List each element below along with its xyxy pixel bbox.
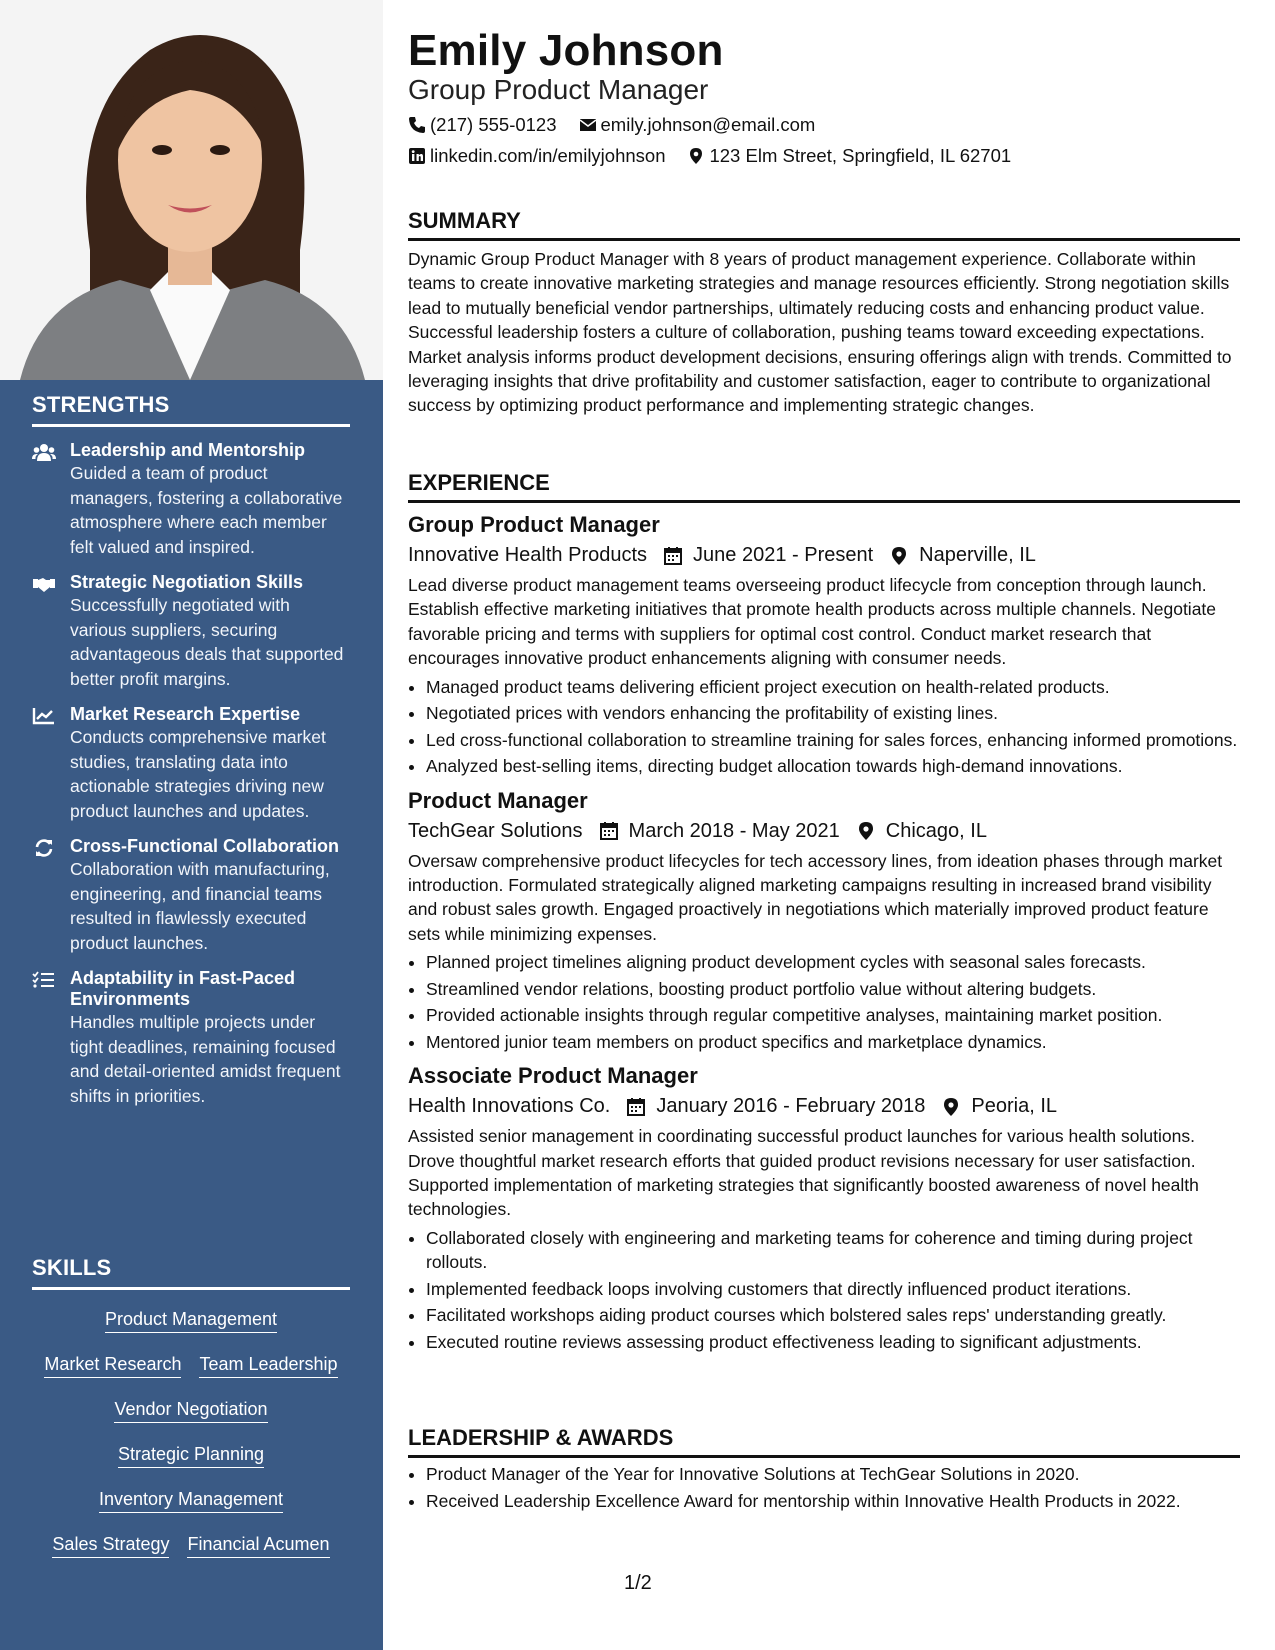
calendar-icon: [599, 821, 619, 841]
strength-title: Strategic Negotiation Skills: [70, 572, 304, 592]
job-bullets: [408, 675, 1240, 779]
job-company: Health Innovations Co.: [408, 1095, 611, 1118]
job-bullets: [408, 1226, 1240, 1355]
email-text[interactable]: emily.johnson@email.com: [600, 114, 816, 135]
job-bullets: [408, 950, 1240, 1054]
award-item: • Received Leadership Excellence Award for mentorship within Innovative Health Products in 2022.: [426, 1489, 1240, 1514]
address-text: 123 Elm Street, Springfield, IL 62701: [709, 145, 1012, 166]
strengths-section: [32, 392, 350, 1108]
job-bullet: • Planned project timelines aligning product development cycles with seasonal sales forecasts.: [426, 950, 1240, 975]
job-description: Oversaw comprehensive product lifecycles for tech accessory lines, from ideation phases through market introduction. Formulated strategically aligned marketing campaigns resulting in increased brand visibility and robust sales growth. Engaged proactively in negotiations which materially improved product feature sets while minimizing expenses.: [408, 850, 1223, 944]
email-contact[interactable]: [579, 114, 816, 136]
job-bullet: • Mentored junior team members on product specifics and marketplace dynamics.: [426, 1030, 1240, 1055]
job-location: Naperville, IL: [919, 544, 1036, 566]
phone-icon: [408, 116, 426, 134]
skill-tag: Market Research: [44, 1353, 181, 1378]
calendar-icon: [626, 1097, 646, 1117]
job-location: Peoria, IL: [971, 1095, 1058, 1118]
skill-tag: Strategic Planning: [118, 1443, 264, 1468]
awards-list: [408, 1462, 1240, 1513]
skills-list: [32, 1308, 350, 1578]
strength-desc: Successfully negotiated with various suppliers, securing advantageous deals that supported better profit margins.: [70, 595, 344, 689]
page-number: 1/2: [624, 1572, 652, 1594]
job-dates: March 2018 - May 2021: [628, 819, 840, 842]
job-bullet: • Implemented feedback loops involving customers that directly influenced product iterations.: [426, 1277, 1240, 1302]
chart-line-icon: [32, 706, 56, 726]
job-title: Product Manager: [408, 787, 588, 813]
person-name: Emily Johnson: [408, 26, 724, 75]
job-bullet: • Executed routine reviews assessing product effectiveness leading to significant adjustments.: [426, 1330, 1240, 1355]
skill-tag: Product Management: [105, 1308, 277, 1333]
map-marker-icon: [889, 546, 909, 566]
job-dates: January 2016 - February 2018: [656, 1095, 926, 1118]
job-description: Assisted senior management in coordinating successful product launches for various health solutions. Drove thoughtful market research efforts that guided product revisions necessary for user satisfaction. Supported implementation of marketing strategies that significantly boosted awareness of novel health technologies.: [408, 1126, 1199, 1220]
strength-item: [32, 704, 350, 823]
strength-desc: Handles multiple projects under tight deadlines, remaining focused and detail-oriented amidst frequent shifts in priorities.: [70, 1012, 341, 1106]
linkedin-contact[interactable]: [408, 145, 665, 167]
address-contact: [687, 145, 1011, 167]
strength-desc: Guided a team of product managers, fostering a collaborative atmosphere where each member felt valued and inspired.: [70, 463, 343, 557]
experience-section: [408, 470, 1240, 1356]
skills-section: [32, 1255, 350, 1578]
calendar-icon: [663, 546, 683, 566]
strength-title: Cross-Functional Collaboration: [70, 836, 340, 856]
job-bullet: • Streamlined vendor relations, boosting product portfolio value without altering budgets.: [426, 977, 1240, 1002]
strength-title: Market Research Expertise: [70, 704, 301, 724]
strengths-heading: STRENGTHS: [32, 392, 350, 427]
summary-heading: SUMMARY: [408, 208, 1240, 241]
job-meta: [408, 820, 1240, 843]
strength-item: [32, 572, 350, 691]
phone-contact: [408, 114, 557, 136]
person-title: Group Product Manager: [408, 74, 709, 105]
strength-item: [32, 836, 350, 955]
experience-heading: EXPERIENCE: [408, 470, 1240, 503]
skill-tag: Vendor Negotiation: [114, 1398, 267, 1423]
map-marker-icon: [687, 147, 705, 165]
linkedin-text[interactable]: linkedin.com/in/emilyjohnson: [430, 145, 666, 166]
skill-tag: Inventory Management: [99, 1488, 283, 1513]
job-bullet: • Analyzed best-selling items, directing budget allocation towards high-demand innovations.: [426, 754, 1240, 779]
awards-heading: LEADERSHIP & AWARDS: [408, 1425, 1240, 1458]
sync-icon: [32, 838, 56, 858]
job-bullet: • Managed product teams delivering efficient project execution on health-related products.: [426, 675, 1240, 700]
job-description: Lead diverse product management teams overseeing product lifecycle from conception through launch. Establish effective marketing initiatives that promote health products across multiple channels. Negotiate favorable pricing and terms with suppliers for optimal cost control. Conduct market research that encourages innovative product enhancements aligning with consumer needs.: [408, 575, 1217, 669]
job-entry: [408, 788, 1240, 1055]
skill-tag: Team Leadership: [199, 1353, 337, 1378]
sidebar: [0, 0, 383, 1650]
job-bullet: • Provided actionable insights through regular competitive analyses, maintaining market position.: [426, 1003, 1240, 1028]
job-bullet: • Collaborated closely with engineering and marketing teams for coherence and timing during project rollouts.: [426, 1226, 1240, 1275]
award-item: • Product Manager of the Year for Innovative Solutions at TechGear Solutions in 2020.: [426, 1462, 1240, 1487]
job-company: TechGear Solutions: [408, 819, 583, 842]
profile-photo: [0, 0, 383, 380]
skill-tag: Financial Acumen: [187, 1533, 329, 1558]
job-meta: [408, 1095, 1240, 1118]
job-entry: [408, 512, 1240, 779]
job-bullet: • Facilitated workshops aiding product courses which bolstered sales reps' understanding greatly.: [426, 1303, 1240, 1328]
job-dates: June 2021 - Present: [693, 544, 874, 566]
strength-title: Leadership and Mentorship: [70, 440, 306, 460]
handshake-icon: [32, 574, 56, 594]
summary-section: [408, 208, 1240, 418]
users-icon: [32, 442, 56, 462]
job-meta: [408, 544, 1240, 567]
skills-heading: SKILLS: [32, 1255, 350, 1290]
map-marker-icon: [856, 821, 876, 841]
job-bullet: • Led cross-functional collaboration to streamline training for sales forces, enhancing informed promotions.: [426, 728, 1240, 753]
job-bullet: • Negotiated prices with vendors enhancing the profitability of existing lines.: [426, 701, 1240, 726]
contact-line-2: [408, 145, 1025, 167]
contact-line-1: [408, 114, 829, 136]
summary-text: Dynamic Group Product Manager with 8 years of product management experience. Collaborate within teams to create innovative marketing strategies and manage resources efficiently. Strong negotiation skills lead to mutually beneficial vendor partnerships, ultimately reducing costs and enhancing product value. Successful leadership fosters a culture of collaboration, pushing teams toward exceeding expectations. Market analysis informs product development decisions, ensuring offerings align with trends. Committed to leveraging insights that drive profitability and customer satisfaction, eager to contribute to organizational success by optimizing product performance and implementing strategic changes.: [408, 249, 1232, 416]
job-location: Chicago, IL: [885, 819, 987, 842]
job-company: Innovative Health Products: [408, 544, 648, 566]
skill-tag: Sales Strategy: [52, 1533, 169, 1558]
linkedin-icon: [408, 147, 426, 165]
phone-text: (217) 555-0123: [430, 114, 557, 135]
strength-title: Adaptability in Fast-Paced Environments: [70, 968, 296, 1009]
strength-item: [32, 440, 350, 559]
strength-desc: Collaboration with manufacturing, engineering, and financial teams resulted in flawlessly executed product launches.: [70, 859, 330, 953]
job-title: Group Product Manager: [408, 512, 660, 537]
strength-desc: Conducts comprehensive market studies, translating data into actionable strategies driving new product launches and updates.: [70, 727, 326, 821]
map-marker-icon: [941, 1097, 961, 1117]
tasks-icon: [32, 970, 56, 990]
job-entry: [408, 1063, 1240, 1354]
strength-item: [32, 968, 350, 1108]
envelope-icon: [579, 116, 597, 134]
job-title: Associate Product Manager: [408, 1063, 698, 1089]
awards-section: [408, 1425, 1240, 1515]
